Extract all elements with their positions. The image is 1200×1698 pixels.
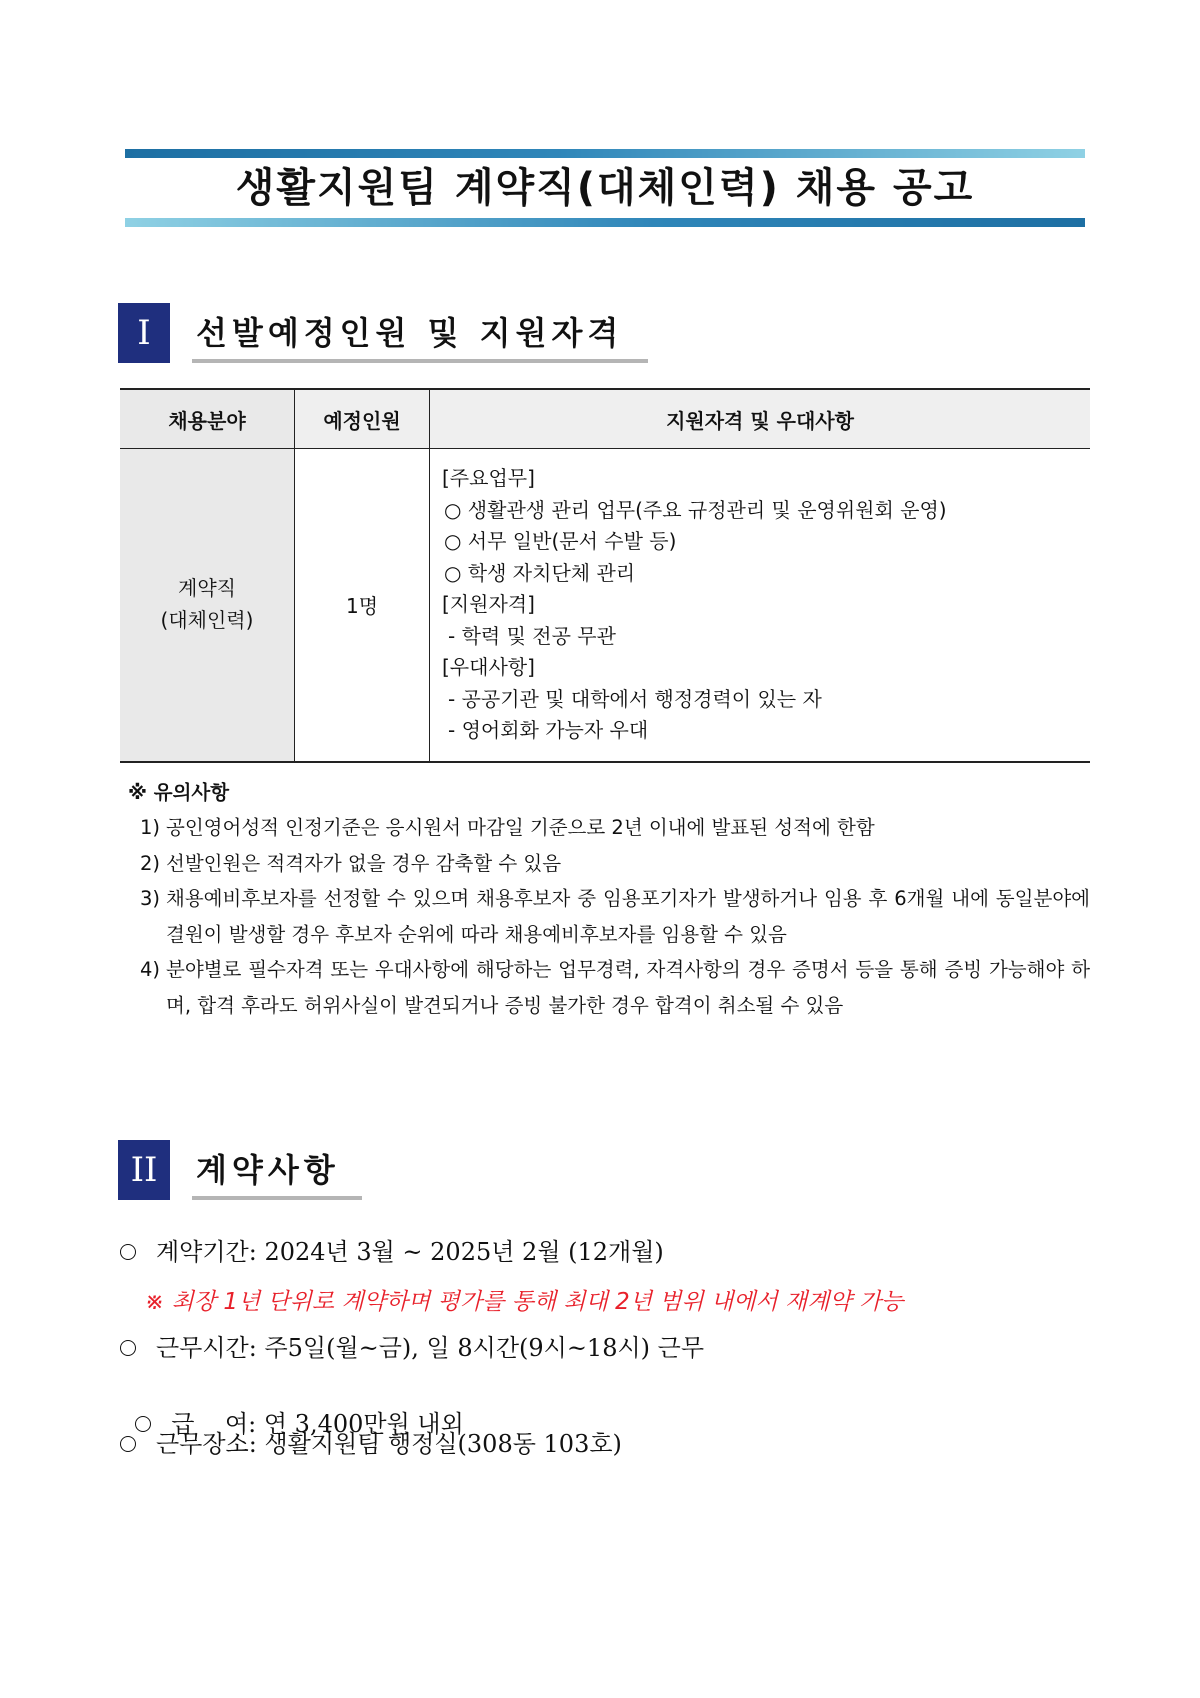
contract-salary-text: 급 여: 연 3,400만원 내외 [171, 1410, 464, 1438]
field-line1: 계약직 [178, 576, 236, 601]
note-number: 2) [139, 851, 160, 875]
note-number: 3) [139, 887, 160, 910]
detail-item: - 학력 및 전공 무관 [448, 623, 616, 648]
header-qualifications: 지원자격 및 우대사항 [430, 389, 1091, 449]
header-count: 예정인원 [295, 389, 430, 449]
note-item [128, 846, 1090, 882]
detail-heading-qualifications: [지원자격] [442, 592, 535, 616]
cell-details [430, 449, 1091, 762]
section2-number-badge: II [118, 1140, 170, 1200]
note-item [128, 952, 1090, 1023]
document-title: 생활지원팀 계약직(대체인력) 채용 공고 [235, 165, 975, 211]
detail-item: ○ 학생 자치단체 관리 [444, 560, 636, 585]
recruitment-table [120, 388, 1090, 763]
contract-location [120, 1424, 622, 1459]
detail-heading-duties: [주요업무] [442, 466, 535, 490]
header-field: 채용분야 [120, 389, 295, 449]
title-bar-top [125, 149, 1085, 158]
note-number: 4) [139, 958, 160, 981]
contract-period-note: ※ 최장 1년 단위로 계약하며 평가를 통해 최대 2년 범위 내에서 재계약 가능 [145, 1289, 904, 1315]
note-text: 분야별로 필수자격 또는 우대사항에 해당하는 업무경력, 자격사항의 경우 증명서 등을 통해 증빙 가능해야 하며, 합격 후라도 허위사실이 발견되거나 증빙 불가한 경우 합격이 취소될 수 있음 [166, 958, 1090, 1017]
contract-hours-text: 근무시간: 주5일(월~금), 일 8시간(9시~18시) 근무 [156, 1334, 705, 1362]
table-header-row [120, 389, 1090, 449]
field-line2: (대체인력) [160, 607, 254, 632]
contract-period-text: 계약기간: 2024년 3월 ~ 2025년 2월 (12개월) [156, 1238, 664, 1266]
bullet-circle-icon [120, 1244, 136, 1260]
detail-heading-preferences: [우대사항] [442, 655, 535, 679]
detail-item: - 공공기관 및 대학에서 행정경력이 있는 자 [448, 686, 822, 711]
note-number: 1) [139, 816, 160, 839]
detail-item: - 영어회화 가능자 우대 [448, 718, 649, 742]
title-bar-bottom [125, 218, 1085, 227]
notes-heading: ※ 유의사항 [128, 781, 230, 804]
note-text: 선발인원은 적격자가 없을 경우 감축할 수 있음 [166, 851, 562, 875]
note-text: 채용예비후보자를 선정할 수 있으며 채용후보자 중 임용포기자가 발생하거나 임용 후 6개월 내에 동일분야에 결원이 발생할 경우 후보자 순위에 따라 채용예비후보자를 임용할 수 있음 [166, 887, 1090, 946]
section1-underline [192, 359, 648, 363]
cell-count: 1명 [295, 449, 430, 762]
section2-title: 계약사항 [196, 1151, 340, 1189]
note-item [128, 810, 1090, 846]
note-text: 공인영어성적 인정기준은 응시원서 마감일 기준으로 2년 이내에 발표된 성적에 한함 [166, 816, 875, 839]
detail-item: ○ 서무 일반(문서 수발 등) [444, 529, 677, 553]
cell-field [120, 449, 295, 762]
contract-period [120, 1232, 664, 1267]
section1-number-badge: I [118, 303, 170, 363]
section2-underline [192, 1196, 362, 1200]
section1-title: 선발예정인원 및 지원자격 [196, 314, 624, 352]
detail-item: ○ 생활관생 관리 업무(주요 규정관리 및 운영위원회 운영) [444, 497, 947, 522]
note-item [128, 881, 1090, 952]
notes-block [128, 776, 1090, 1023]
table-row [120, 449, 1090, 762]
contract-hours [120, 1328, 704, 1363]
contract-location-text: 근무장소: 생활지원팀 행정실(308동 103호) [156, 1430, 622, 1458]
bullet-circle-icon [120, 1436, 136, 1452]
bullet-circle-icon [120, 1340, 136, 1356]
